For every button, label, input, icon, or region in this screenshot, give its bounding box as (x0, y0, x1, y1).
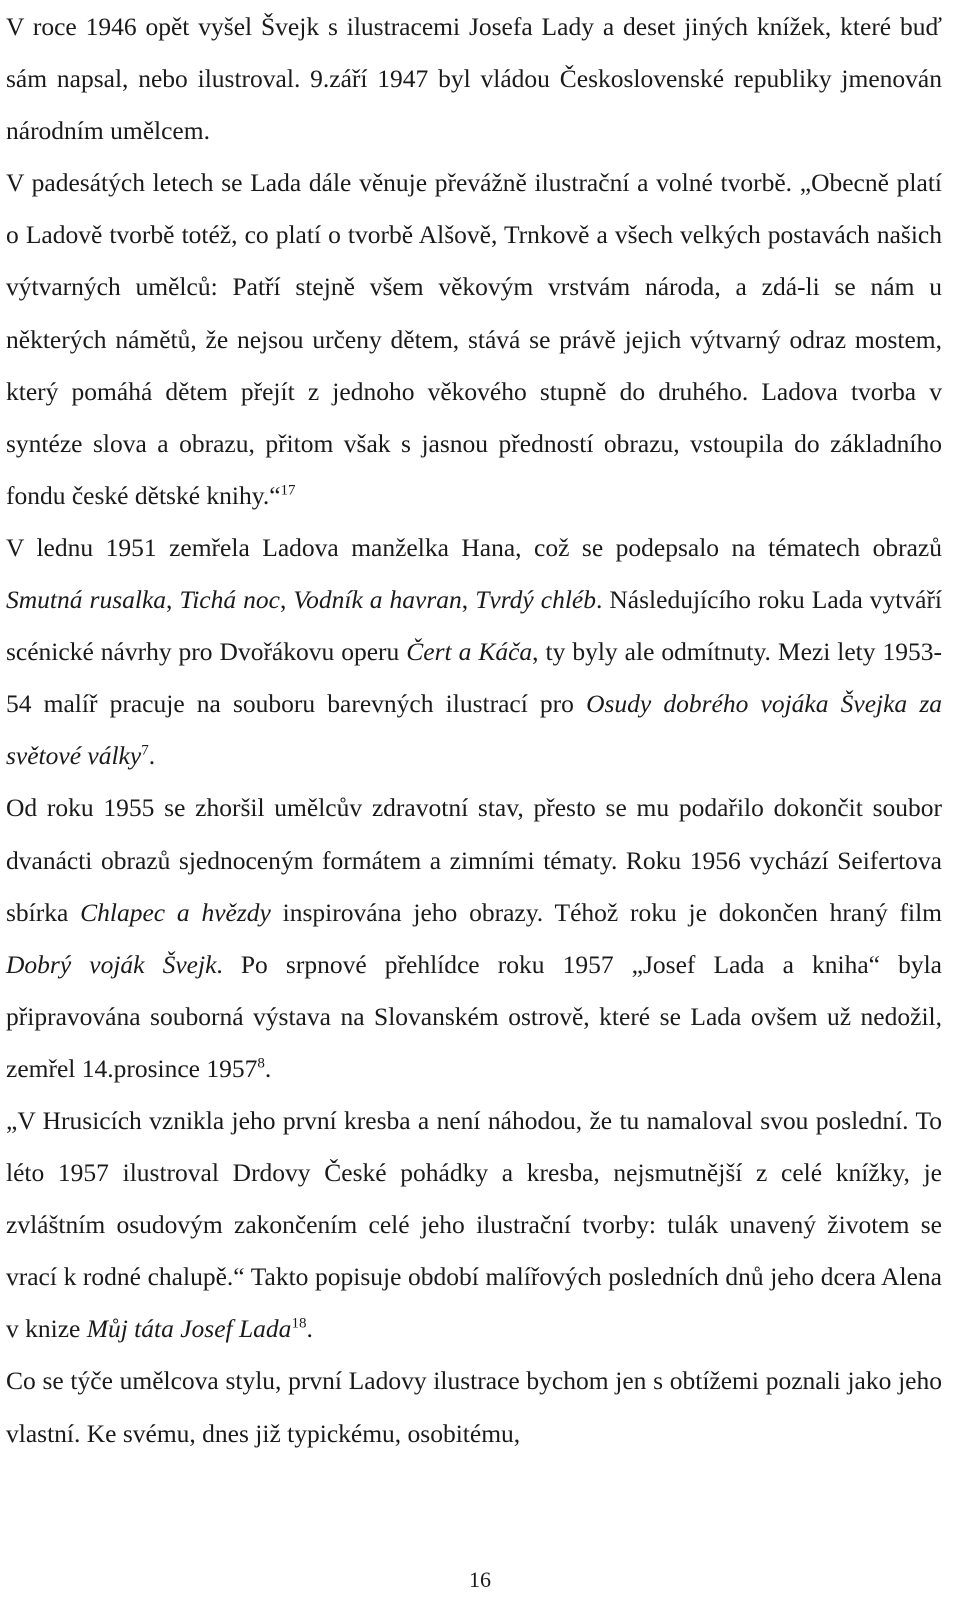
page-number: 16 (469, 1567, 491, 1592)
text-run: . (264, 1053, 272, 1083)
text-run: Co se týče umělcova stylu, první Ladovy ilustrace bychom jen s obtížemi poznali jako jeho vlastní. Ke svému, dnes již typickému, osobitému, (6, 1366, 942, 1448)
text-run: . Následujícího roku Lada vytváří scénické návrhy pro Dvořákovu operu (6, 585, 943, 667)
italic-title: Dobrý voják Švejk (6, 949, 217, 979)
text-run: . Po srpnové přehlídce roku 1957 „Josef Lada a kniha“ byla připravována souborná výstava na Slovanském ostrově, které se Lada ovšem už nedožil, zemřel 14.prosince 1957 (6, 949, 942, 1083)
paragraph (6, 157, 942, 522)
footnote-reference: 18 (291, 1315, 307, 1332)
italic-title: Tichá noc (179, 585, 280, 615)
italic-title: Chlapec a hvězdy (80, 897, 271, 927)
italic-title: Osudy dobrého vojáka Švejka za světové války (6, 689, 942, 771)
text-run: V padesátých letech se Lada dále věnuje převážně ilustrační a volné tvorbě. „Obecně platí o Ladově tvorbě totéž, co platí o tvorbě Alšově, Trnkově a všech velkých postavách našich výtvarných umělců: Patří stejně všem věkovým vrstvám národa, a zdá-li se nám u některých námětů, že nejsou určeny dětem, stává se právě jejich výtvarný odraz mostem, který pomáhá dětem přejít z jednoho věkového stupně do druhého. Ladova tvorba v syntéze slova a obrazu, přitom však s jasnou předností obrazu, vstoupila do základního fondu české dětské knihy.“ (6, 168, 942, 510)
text-run: V roce 1946 opět vyšel Švejk s ilustracemi Josefa Lady a deset jiných knížek, které buď sám napsal, nebo ilustroval. 9.září 1947 byl vládou Československé republiky jmenován národním umělcem. (6, 12, 942, 146)
italic-title: Tvrdý chléb (475, 585, 596, 615)
paragraph (6, 1, 942, 157)
text-run: , (461, 585, 476, 615)
italic-title: Čert a Káča (406, 637, 533, 667)
paragraph (6, 782, 942, 1095)
text-run: . (148, 741, 156, 771)
footnote-reference: 17 (280, 482, 296, 499)
text-run: , (279, 585, 294, 615)
italic-title: Smutná rusalka (6, 585, 167, 615)
text-run: Od roku 1955 se zhoršil umělcův zdravotní stav, přesto se mu podařilo dokončit soubor dvanácti obrazů sjednoceným formátem a zimními tématy. Roku 1956 vychází Seifertova sbírka (6, 793, 942, 927)
footnote-reference: 7 (141, 742, 149, 759)
text-run: „V Hrusicích vznikla jeho první kresba a není náhodou, že tu namaloval svou poslední. To léto 1957 ilustroval Drdovy České pohádky a kresba, nejsmutnější z celé knížky, je zvláštním osudovým zakončením celé jeho ilustrační tvorby: tulák unavený životem se vrací k rodné chalupě.“ Takto popisuje období malířových posledních dnů jeho dcera Alena v knize (6, 1105, 942, 1344)
text-run: V lednu 1951 zemřela Ladova manželka Hana, což se podepsalo na tématech obrazů (6, 532, 942, 562)
document-page (6, 0, 942, 1460)
text-run: inspirována jeho obrazy. Téhož roku je dokončen hraný film (270, 897, 943, 927)
italic-title: Vodník a havran (293, 585, 462, 615)
footnote-reference: 8 (257, 1055, 265, 1072)
paragraph (6, 1355, 942, 1459)
italic-title: Můj táta Josef Lada (86, 1314, 292, 1344)
text-run: , ty byly ale odmítnuty. Mezi lety 1953-54 malíř pracuje na souboru barevných ilustrací pro (6, 637, 942, 719)
paragraph (6, 1095, 942, 1355)
paragraph (6, 522, 942, 782)
text-run: . (306, 1314, 313, 1344)
text-run: , (166, 585, 180, 615)
